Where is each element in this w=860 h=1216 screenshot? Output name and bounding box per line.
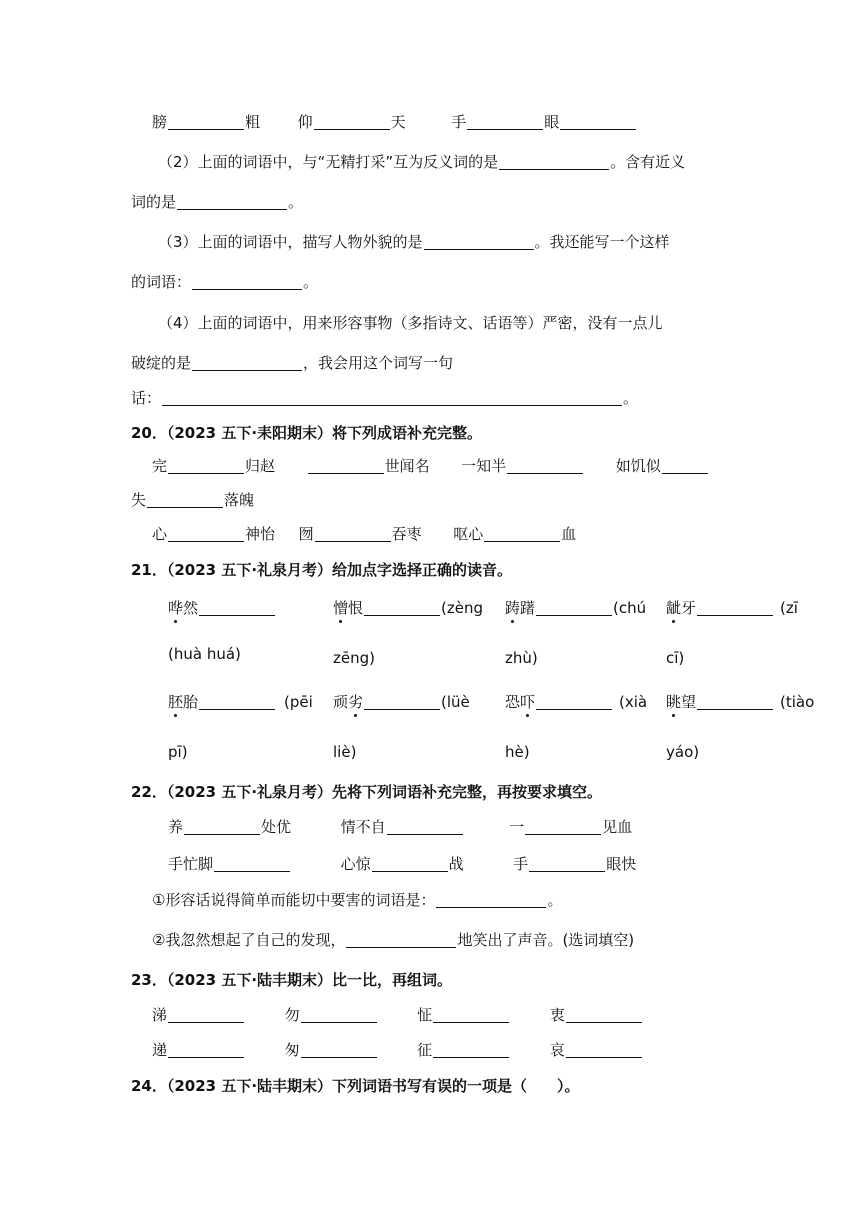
blank[interactable] xyxy=(199,599,275,616)
q22-row2: 手忙脚 心惊 战 手 眼快 xyxy=(168,855,637,873)
q19-part4-line1: （4）上面的词语中，用来形容事物（多指诗文、话语等）严密，没有一点儿 xyxy=(158,314,663,332)
q20-row1: 完 归赵 世闻名 一知半 如饥似 xyxy=(152,456,709,476)
q24-title: 24．（2023 五下·陆丰期末）下列词语书写有误的一项是（ ）。 xyxy=(131,1077,580,1095)
q21-item-1: 哗然 xyxy=(168,598,276,618)
q22-row1: 养 处优 情不自 一 见血 xyxy=(168,818,633,836)
blank[interactable] xyxy=(314,113,390,130)
blank[interactable] xyxy=(315,525,391,542)
blank[interactable] xyxy=(192,273,302,290)
q19-part4-line2: 破绽的是 ，我会用这个词写一句 xyxy=(131,354,454,372)
blank[interactable] xyxy=(168,1041,244,1058)
q22-title: 22．（2023 五下·礼泉月考）先将下列词语补充完整，再按要求填空。 xyxy=(131,783,603,801)
q22-sub1: ①形容话说得简单而能切中要害的词语是： 。 xyxy=(152,891,563,909)
blank[interactable] xyxy=(214,855,290,872)
q21-item-6-pinyin: liè) xyxy=(333,743,357,761)
q21-item-2-pinyin: zēng) xyxy=(333,649,375,667)
blank[interactable] xyxy=(566,1006,642,1023)
q21-item-2: 憎恨 (zèng xyxy=(333,599,484,617)
blank[interactable] xyxy=(168,525,244,542)
blank[interactable] xyxy=(199,693,275,710)
blank[interactable] xyxy=(301,1006,377,1023)
blank[interactable] xyxy=(168,113,244,130)
q22-sub2: ②我忽然想起了自己的发现， 地笑出了声音。(选词填空) xyxy=(152,931,635,949)
blank[interactable] xyxy=(697,693,773,710)
blank[interactable] xyxy=(499,153,609,170)
blank[interactable] xyxy=(301,1041,377,1058)
q21-item-3-pinyin: zhù) xyxy=(505,649,538,667)
q21-item-4-pinyin: cī) xyxy=(666,649,685,667)
q21-title: 21．（2023 五下·礼泉月考）给加点字选择正确的读音。 xyxy=(131,561,513,579)
blank[interactable] xyxy=(168,457,244,474)
q21-item-8: 眺望 (tiào xyxy=(666,693,815,711)
q21-item-7-pinyin: hè) xyxy=(505,743,530,761)
blank[interactable] xyxy=(192,354,302,371)
q20-title: 20．（2023 五下·耒阳期末）将下列成语补充完整。 xyxy=(131,424,483,442)
blank[interactable] xyxy=(147,491,223,508)
blank[interactable] xyxy=(387,818,463,835)
blank[interactable] xyxy=(662,457,708,474)
blank[interactable] xyxy=(364,693,440,710)
q20-row3: 心 神怡 囫 吞枣 呕心 血 xyxy=(152,525,577,543)
q19-part4-line3: 话： 。 xyxy=(131,389,639,407)
q21-item-3: 踌躇 (chú xyxy=(505,599,647,617)
q21-item-8-pinyin: yáo) xyxy=(666,743,700,761)
blank[interactable] xyxy=(484,525,560,542)
blank[interactable] xyxy=(433,1006,509,1023)
blank[interactable] xyxy=(525,818,601,835)
blank[interactable] xyxy=(372,855,448,872)
blank[interactable] xyxy=(177,193,287,210)
blank[interactable] xyxy=(184,818,260,835)
blank[interactable] xyxy=(529,855,605,872)
q23-row1: 涕 勿 怔 衷 xyxy=(152,1005,643,1025)
q19-part2-line2: 词的是 。 xyxy=(131,193,304,211)
blank[interactable] xyxy=(536,599,612,616)
blank[interactable] xyxy=(560,113,636,130)
blank[interactable] xyxy=(433,1041,509,1058)
blank[interactable] xyxy=(697,599,773,616)
q21-item-1-pinyin: (huà huá) xyxy=(168,645,241,663)
q21-item-7: 恐吓 (xià xyxy=(505,693,648,711)
q21-item-5-pinyin: pī) xyxy=(168,743,188,761)
blank[interactable] xyxy=(536,693,612,710)
blank[interactable] xyxy=(308,457,384,474)
q23-title: 23．（2023 五下·陆丰期末）比一比，再组词。 xyxy=(131,971,453,989)
blank[interactable] xyxy=(162,389,622,406)
q21-item-5: 胚胎 (pēi xyxy=(168,693,313,711)
blank[interactable] xyxy=(507,457,583,474)
q21-item-4: 龇牙 (zī xyxy=(666,599,798,617)
blank[interactable] xyxy=(346,931,456,948)
q20-row2: 失 落魄 xyxy=(131,491,255,509)
q19-part2-line1: （2）上面的词语中，与“无精打采”互为反义词的是 。含有近义 xyxy=(158,153,686,171)
q23-row2: 递 匆 征 哀 xyxy=(152,1040,643,1060)
q19-part3-line2: 的词语： 。 xyxy=(131,273,319,291)
blank[interactable] xyxy=(436,891,546,908)
blank[interactable] xyxy=(467,113,543,130)
blank[interactable] xyxy=(424,233,534,250)
q19-word-row: 膀 粗 仰 天 手 眼 xyxy=(152,112,637,132)
blank[interactable] xyxy=(168,1006,244,1023)
blank[interactable] xyxy=(566,1041,642,1058)
blank[interactable] xyxy=(364,599,440,616)
q21-item-6: 顽劣 (lüè xyxy=(333,693,470,711)
q19-part3-line1: （3）上面的词语中，描写人物外貌的是 。我还能写一个这样 xyxy=(158,233,670,251)
